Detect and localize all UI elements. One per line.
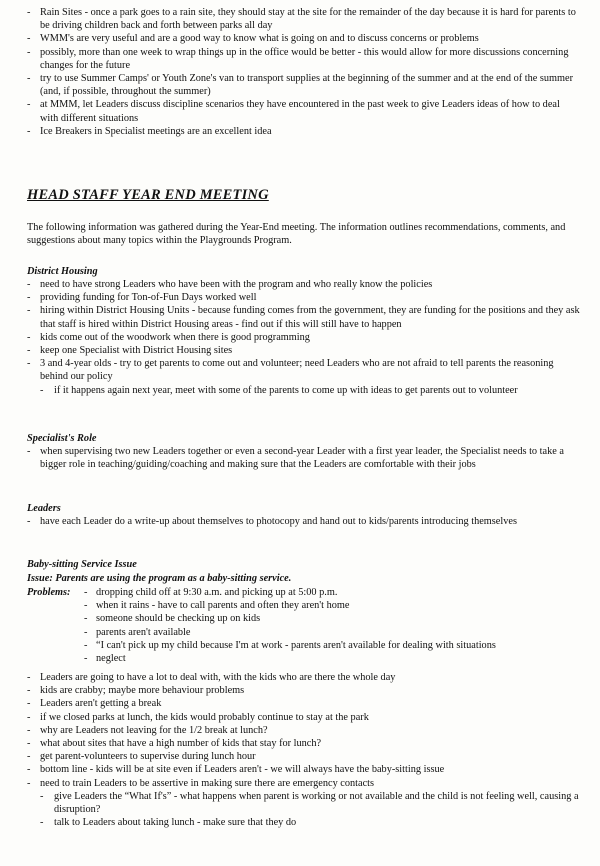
district-housing-heading: District Housing (27, 266, 98, 277)
babysitting-heading: Baby-sitting Service Issue (27, 559, 137, 570)
problem-item: - “I can't pick up my child because I'm at work - parents aren't available for dealing with situations (0, 639, 600, 652)
list-item: - get parent-volunteers to supervise during lunch hour (0, 750, 600, 763)
list-item: - Rain Sites - once a park goes to a rain site, they should stay at the site for the remainder of the day because it is hard for parents to be driving children back and forth between parks all day (0, 6, 600, 32)
problem-item: - someone should be checking up on kids (0, 612, 600, 625)
leaders-list (0, 515, 600, 528)
list-item: - Leaders aren't getting a break (0, 697, 600, 710)
problems-list (0, 586, 600, 665)
list-item: - kids are crabby; maybe more behaviour problems (0, 684, 600, 697)
problems-label: Problems: (27, 587, 71, 598)
list-item: - at MMM, let Leaders discuss discipline scenarios they have encountered in the past week to give Leaders ideas of how to deal with different situations (0, 98, 600, 124)
section-title: HEAD STAFF YEAR END MEETING (27, 187, 269, 203)
intro-paragraph: The following information was gathered during the Year-End meeting. The information outlines recommendations, comments, and suggestions about many topics within the Playgrounds Program. (27, 222, 566, 247)
leaders-heading: Leaders (27, 503, 61, 514)
list-item: - WMM's are very useful and are a good way to know what is going on and to discuss concerns or problems (0, 32, 600, 45)
list-item: - 3 and 4-year olds - try to get parents to come out and volunteer; need Leaders who are not afraid to tell parents the reasoning behind our policy (0, 357, 600, 383)
problem-item: - neglect (0, 652, 600, 665)
list-item: - if we closed parks at lunch, the kids would probably continue to stay at the park (0, 711, 600, 724)
babysitting-issue: Issue: Parents are using the program as a baby-sitting service. (27, 573, 292, 584)
problem-item: - dropping child off at 9:30 a.m. and picking up at 5:00 p.m. (0, 586, 600, 599)
list-item: - need to train Leaders to be assertive in making sure there are emergency contacts (0, 777, 600, 790)
list-item: - have each Leader do a write-up about themselves to photocopy and hand out to kids/parents introducing themselves (0, 515, 600, 528)
sub-list-item: - if it happens again next year, meet with some of the parents to come up with ideas to get parents out to volunteer (0, 384, 600, 397)
problem-item: - when it rains - have to call parents and often they aren't home (0, 599, 600, 612)
specialists-role-heading: Specialist's Role (27, 433, 97, 444)
top-list (0, 6, 600, 138)
specialists-role-list (0, 445, 600, 471)
list-item: - possibly, more than one week to wrap things up in the office would be better - this would allow for more discussions concerning changes for the future (0, 46, 600, 72)
list-item: - what about sites that have a high number of kids that stay for lunch? (0, 737, 600, 750)
list-item: - when supervising two new Leaders together or even a second-year Leader with a first year leader, the Specialist needs to take a bigger role in teaching/guiding/coaching and making sure that the Leaders are comfortable with their jobs (0, 445, 600, 471)
sub-list-item: - talk to Leaders about taking lunch - make sure that they do (0, 816, 600, 829)
list-item: - bottom line - kids will be at site even if Leaders aren't - we will always have the baby-sitting issue (0, 763, 600, 776)
list-item: - try to use Summer Camps' or Youth Zone's van to transport supplies at the beginning of the summer and at the end of the summer (and, if possible, throughout the summer) (0, 72, 600, 98)
list-item: - providing funding for Ton-of-Fun Days worked well (0, 291, 600, 304)
district-housing-list (0, 278, 600, 397)
problem-item: - parents aren't available (0, 626, 600, 639)
list-item: - kids come out of the woodwork when there is good programming (0, 331, 600, 344)
list-item: - Leaders are going to have a lot to deal with, with the kids who are there the whole day (0, 671, 600, 684)
sub-list-item: - give Leaders the “What If's” - what happens when parent is working or not available and the child is not feeling well, causing a disruption? (0, 790, 600, 816)
list-item: - keep one Specialist with District Housing sites (0, 344, 600, 357)
list-item: - Ice Breakers in Specialist meetings are an excellent idea (0, 125, 600, 138)
babysitting-list (0, 671, 600, 829)
list-item: - why are Leaders not leaving for the 1/2 break at lunch? (0, 724, 600, 737)
list-item: - need to have strong Leaders who have been with the program and who really know the policies (0, 278, 600, 291)
list-item: - hiring within District Housing Units - because funding comes from the government, they are funding for the positions and they ask that staff is hired within District Housing areas - find out if this will still have to happen (0, 304, 600, 330)
